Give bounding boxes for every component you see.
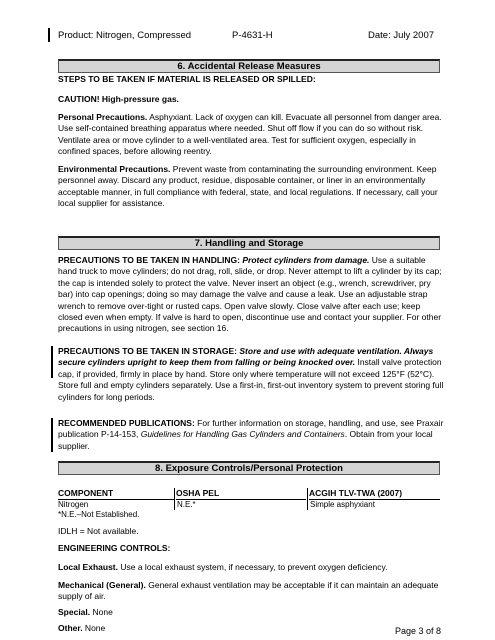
s6-personal-precautions (58, 112, 444, 158)
s7-s-label: PRECAUTIONS TO BE TAKEN IN STORAGE: (58, 346, 237, 356)
s7-handling (58, 255, 444, 335)
s6-caution: CAUTION! High-pressure gas. (58, 94, 179, 104)
s6-pp-text: Asphyxiant. Lack of oxygen can kill. Evacuate all personnel from danger area. Use self-contained breathing apparatus where needed. Shut off flow if you can do so without risk. Ventilate area or move cylinder to a well-ventilated area. Test for sufficient oxygen, especially in confined spaces, before allowing reentry. (58, 112, 442, 157)
s8-mg-label: Mechanical (General). (58, 580, 146, 590)
s8-engineering-controls: ENGINEERING CONTROLS: (58, 543, 171, 553)
s8-local-exhaust (58, 562, 444, 573)
s7-s-emph: Store and use with adequate ventilation. Always secure cylinders upright to keep them from falling or being knocked over. (58, 346, 434, 368)
s8-mg-text: General exhaust ventilation may be acceptable if it can maintain an adequate supply of air. (58, 580, 439, 602)
col-header-osha-pel: OSHA PEL (176, 488, 306, 500)
column-divider (174, 488, 175, 510)
s8-other (58, 623, 444, 634)
cell-component: Nitrogen (58, 500, 89, 509)
page-number: Page 3 of 8 (395, 626, 442, 636)
section-7-title: 7. Handling and Storage (58, 236, 440, 250)
col-header-component: COMPONENT (58, 488, 174, 500)
s7-h-text: Use a suitable hand truck to move cylinders; do not drag, roll, slide, or drop. Never attempt to lift a cylinder by its cap; the cap is intended solely to protect the valve. Never insert an object (e.g., wrench, screwdriver, pry bar) into cap openings; doing so may damage the valve and cause a leak. Use an adjustable strap wrench to remove over-tight or rusted caps. Open valve slowly. Close valve after each use; keep closed even when empty. If valve is hard to open, discontinue use and contact your supplier. For other precautions in using nitrogen, see section 16. (58, 255, 442, 334)
section-8-title: 8. Exposure Controls/Personal Protection (58, 461, 440, 475)
header-product: Product: Nitrogen, Compressed (58, 30, 192, 41)
s7-publications (58, 418, 444, 452)
s8-sp-label: Special. (58, 607, 91, 617)
col-header-acgih: ACGIH TLV-TWA (2007) (309, 488, 440, 500)
header-date: Date: July 2007 (368, 30, 435, 41)
s7-r-title: Guidelines for Handling Gas Cylinders and Containers (140, 429, 345, 440)
s8-ot-label: Other. (58, 623, 83, 633)
s8-le-label: Local Exhaust. (58, 562, 118, 572)
s7-s-text: Install valve protection cap, if provided, firmly in place by hand. Store only where temperature will not exceed 125°F (52°C). Store full and empty cylinders separately. Use a first-in, first-out inventory system to prevent storing full cylinders for long periods. (58, 357, 444, 402)
s7-h-label: PRECAUTIONS TO BE TAKEN IN HANDLING: (58, 255, 240, 265)
change-bar (51, 346, 53, 378)
cell-osha-pel: N.E.* (177, 500, 196, 509)
s7-r-text1: For further information on storage, handling, and use, see Praxair publication P-14-153, (58, 418, 444, 440)
s6-ep-text: Prevent waste from contaminating the surrounding environment. Keep personnel away. Discard any product, residue, disposable container, or liner in an environmentally acceptable manner, in full compliance with federal, state, and local regulations. If necessary, call your local supplier for assistance. (58, 164, 438, 209)
s6-environmental-precautions (58, 164, 444, 210)
column-divider (307, 488, 308, 510)
cell-acgih: Simple asphyxiant (310, 500, 375, 509)
s7-r-text2: . Obtain from your local supplier. (58, 429, 433, 451)
change-bar (51, 418, 53, 452)
s8-idlh: IDLH = Not available. (58, 526, 139, 536)
table-footnote: *N.E.–Not Established. (58, 510, 140, 519)
s6-pp-label: Personal Precautions. (58, 112, 148, 122)
s7-h-emph: Protect cylinders from damage. (242, 255, 370, 265)
s8-sp-text: None (90, 607, 113, 617)
change-bar (48, 28, 50, 42)
header-code: P-4631-H (232, 30, 273, 41)
s8-le-text: Use a local exhaust system, if necessary, to prevent oxygen deficiency. (118, 562, 388, 572)
s8-mechanical (58, 580, 444, 603)
s8-special (58, 607, 444, 618)
s7-storage (58, 346, 444, 403)
s6-ep-label: Environmental Precautions. (58, 164, 171, 174)
s8-ot-text: None (82, 623, 106, 633)
section-6-title: 6. Accidental Release Measures (58, 59, 440, 73)
s7-r-label: RECOMMENDED PUBLICATIONS: (58, 418, 195, 428)
s6-steps: STEPS TO BE TAKEN IF MATERIAL IS RELEASED OR SPILLED: (58, 74, 316, 84)
